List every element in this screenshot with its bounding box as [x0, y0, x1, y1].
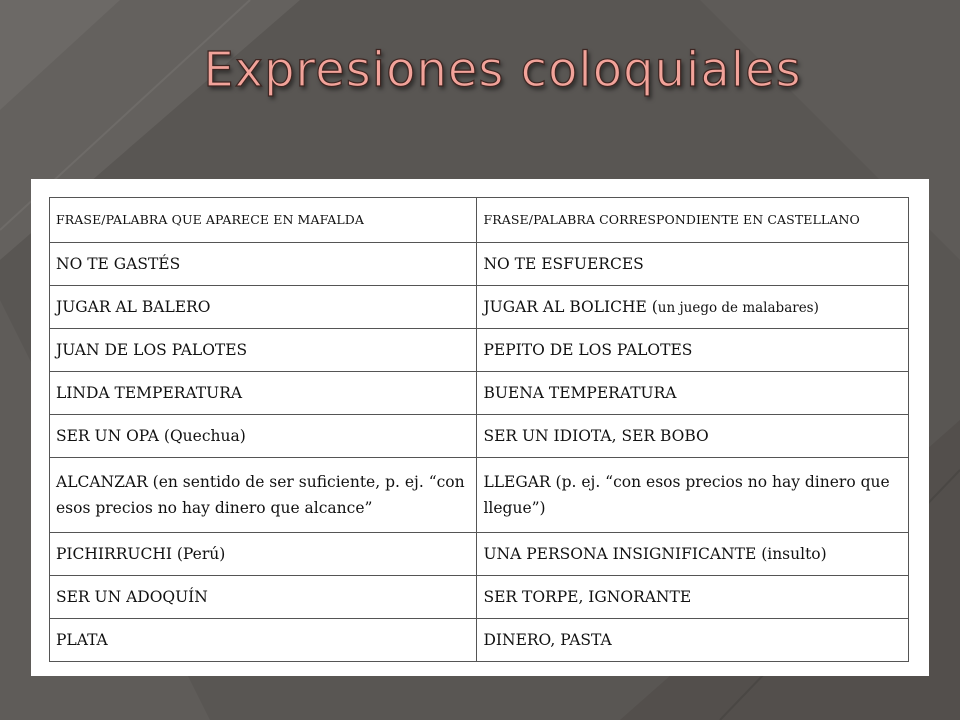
- table-row: [50, 243, 909, 286]
- table-panel: [31, 179, 929, 676]
- cell-mafalda: PLATA: [50, 619, 477, 662]
- table-row: [50, 576, 909, 619]
- expressions-table: [49, 197, 909, 662]
- table-row: [50, 533, 909, 576]
- table-row: [50, 415, 909, 458]
- slide-title: Expresiones coloquiales: [203, 42, 802, 98]
- table-row: [50, 372, 909, 415]
- cell-castellano: NO TE ESFUERCES: [477, 243, 909, 286]
- cell-mafalda: SER UN ADOQUÍN: [50, 576, 477, 619]
- cell-castellano: [477, 286, 909, 329]
- cell-castellano-note: un juego de malabares): [657, 299, 819, 316]
- cell-castellano: BUENA TEMPERATURA: [477, 372, 909, 415]
- table-header-row: [50, 198, 909, 243]
- header-cell-castellano: FRASE/PALABRA CORRESPONDIENTE EN CASTELLANO: [477, 198, 909, 243]
- cell-mafalda: PICHIRRUCHI (Perú): [50, 533, 477, 576]
- cell-castellano: DINERO, PASTA: [477, 619, 909, 662]
- table-row: [50, 619, 909, 662]
- cell-castellano: PEPITO DE LOS PALOTES: [477, 329, 909, 372]
- cell-mafalda: LINDA TEMPERATURA: [50, 372, 477, 415]
- cell-castellano: SER TORPE, IGNORANTE: [477, 576, 909, 619]
- header-cell-mafalda: FRASE/PALABRA QUE APARECE EN MAFALDA: [50, 198, 477, 243]
- cell-mafalda: JUAN DE LOS PALOTES: [50, 329, 477, 372]
- table-row: [50, 329, 909, 372]
- cell-mafalda: SER UN OPA (Quechua): [50, 415, 477, 458]
- table-row: [50, 458, 909, 533]
- cell-castellano: LLEGAR (p. ej. “con esos precios no hay dinero que llegue”): [477, 458, 909, 533]
- cell-mafalda: ALCANZAR (en sentido de ser suficiente, p. ej. “con esos precios no hay dinero que alcance”: [50, 458, 477, 533]
- table-row: [50, 286, 909, 329]
- cell-mafalda: JUGAR AL BALERO: [50, 286, 477, 329]
- cell-castellano: UNA PERSONA INSIGNIFICANTE (insulto): [477, 533, 909, 576]
- cell-mafalda: NO TE GASTÉS: [50, 243, 477, 286]
- cell-castellano-main: JUGAR AL BOLICHE (: [483, 297, 658, 316]
- cell-castellano: SER UN IDIOTA, SER BOBO: [477, 415, 909, 458]
